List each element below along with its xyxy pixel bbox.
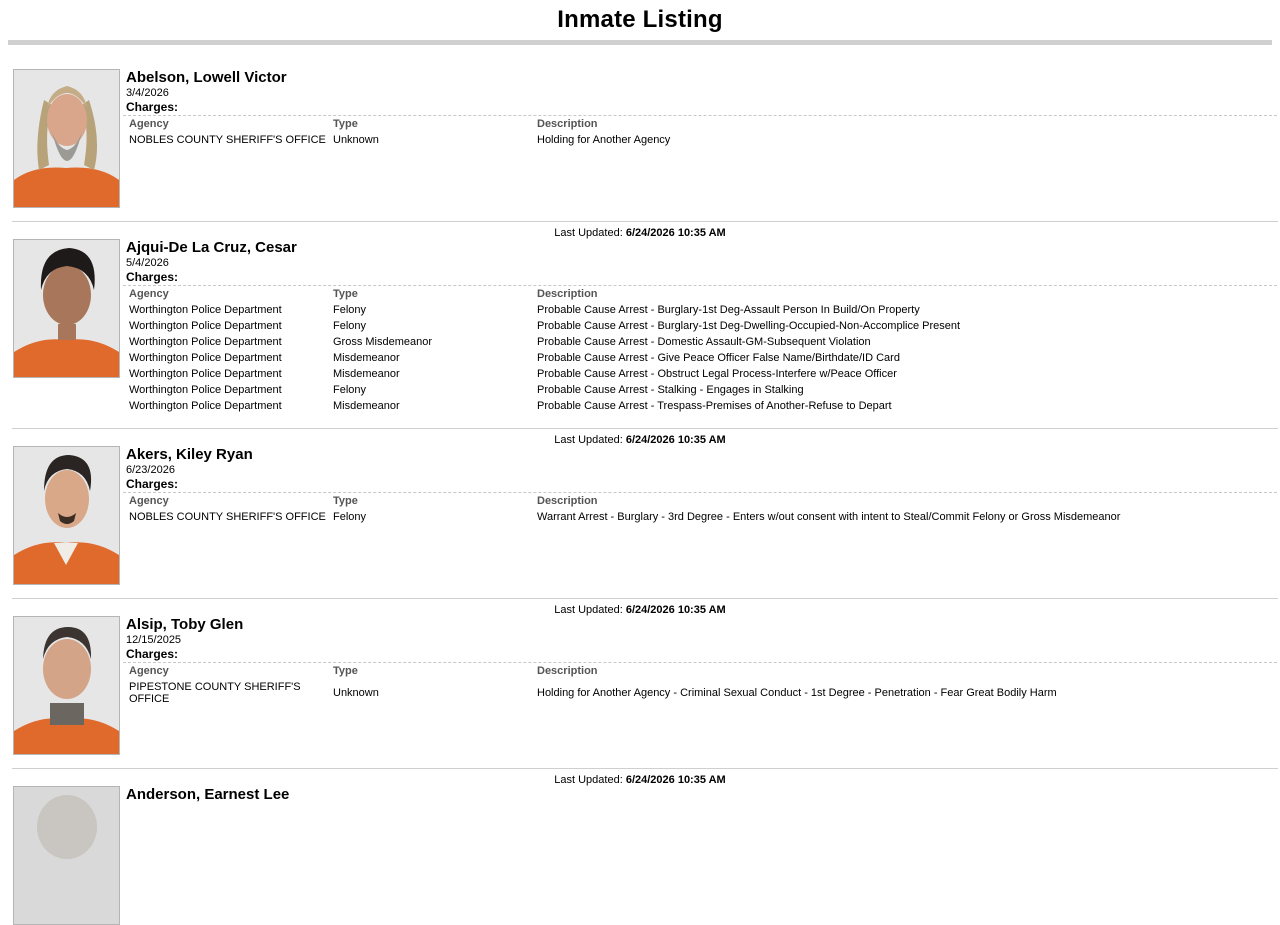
charge-description: Probable Cause Arrest - Burglary-1st Deg-Dwelling-Occupied-Non-Accomplice Present: [537, 320, 961, 332]
charge-type: Misdemeanor: [333, 352, 400, 364]
agency-header: Agency: [129, 118, 169, 130]
charge-type: Felony: [333, 511, 367, 523]
charges-table: [123, 662, 1277, 705]
charge-row: [123, 350, 1277, 366]
agency-header: Agency: [129, 288, 169, 300]
type-header: Type: [333, 495, 358, 507]
title-divider: [8, 40, 1272, 45]
charge-agency: Worthington Police Department: [129, 384, 282, 396]
charges-label: Charges:: [126, 100, 179, 114]
charge-agency: PIPESTONE COUNTY SHERIFF'S OFFICE: [129, 681, 301, 705]
mugshot-photo[interactable]: [13, 786, 120, 925]
record-divider: [12, 221, 1278, 222]
charges-header-row: [123, 493, 1277, 509]
charge-description: Probable Cause Arrest - Domestic Assault-GM-Subsequent Violation: [537, 336, 871, 348]
charges-label: Charges:: [126, 270, 179, 284]
last-updated-label: Last Updated:: [554, 434, 623, 446]
charges-label: Charges:: [126, 477, 179, 491]
mugshot-photo[interactable]: [13, 446, 120, 585]
charge-agency: NOBLES COUNTY SHERIFF'S OFFICE: [129, 511, 326, 523]
last-updated: [0, 227, 1280, 239]
last-updated-value: 6/24/2026 10:35 AM: [625, 227, 726, 239]
booking-date: 5/4/2026: [126, 257, 169, 269]
record-divider: [12, 428, 1278, 429]
charge-row: [123, 302, 1277, 318]
record-divider: [12, 768, 1278, 769]
description-header: Description: [537, 495, 598, 507]
description-header: Description: [537, 665, 598, 677]
charges-table: [123, 115, 1277, 148]
inmate-name[interactable]: Anderson, Earnest Lee: [126, 786, 290, 803]
charge-agency: Worthington Police Department: [129, 400, 282, 412]
charge-agency: Worthington Police Department: [129, 352, 282, 364]
charge-row: [123, 509, 1277, 525]
charge-agency: Worthington Police Department: [129, 320, 282, 332]
charge-row: [123, 398, 1277, 414]
charges-table: [123, 285, 1277, 414]
charge-agency: Worthington Police Department: [129, 368, 282, 380]
inmate-name[interactable]: Alsip, Toby Glen: [126, 616, 244, 633]
description-header: Description: [537, 118, 598, 130]
charge-type: Unknown: [333, 134, 379, 146]
mugshot-photo[interactable]: [13, 616, 120, 755]
charges-header-row: [123, 116, 1277, 132]
charge-description: Holding for Another Agency - Criminal Sexual Conduct - 1st Degree - Penetration - Fear Great Bodily Harm: [537, 687, 1057, 699]
charge-type: Felony: [333, 320, 367, 332]
charge-row: [123, 334, 1277, 350]
charges-table: [123, 492, 1277, 525]
last-updated-label: Last Updated:: [554, 774, 623, 786]
charge-agency: Worthington Police Department: [129, 336, 282, 348]
charge-row: [123, 132, 1277, 148]
inmate-name[interactable]: Akers, Kiley Ryan: [126, 446, 253, 463]
description-header: Description: [537, 288, 598, 300]
charges-label: Charges:: [126, 647, 179, 661]
mugshot-photo[interactable]: [13, 69, 120, 208]
booking-date: 3/4/2026: [126, 87, 169, 99]
charges-header-row: [123, 286, 1277, 302]
charge-row: [123, 318, 1277, 334]
inmate-name[interactable]: Abelson, Lowell Victor: [126, 69, 287, 86]
booking-date: 12/15/2025: [126, 634, 182, 646]
charge-description: Warrant Arrest - Burglary - 3rd Degree - Enters w/out consent with intent to Steal/Commit Felony or Gross Misdemeanor: [537, 511, 1121, 523]
charge-row: [123, 382, 1277, 398]
charge-agency: NOBLES COUNTY SHERIFF'S OFFICE: [129, 134, 326, 146]
page-title: Inmate Listing: [557, 6, 723, 33]
last-updated: [0, 774, 1280, 786]
last-updated-label: Last Updated:: [554, 227, 623, 239]
charge-type: Misdemeanor: [333, 368, 400, 380]
charge-description: Holding for Another Agency: [537, 134, 671, 146]
last-updated: [0, 604, 1280, 616]
last-updated-value: 6/24/2026 10:35 AM: [625, 434, 726, 446]
charge-description: Probable Cause Arrest - Burglary-1st Deg-Assault Person In Build/On Property: [537, 304, 920, 316]
charge-row: [123, 679, 1277, 705]
type-header: Type: [333, 118, 358, 130]
charge-description: Probable Cause Arrest - Give Peace Officer False Name/Birthdate/ID Card: [537, 352, 900, 364]
charge-description: Probable Cause Arrest - Obstruct Legal Process-Interfere w/Peace Officer: [537, 368, 897, 380]
charge-description: Probable Cause Arrest - Trespass-Premises of Another-Refuse to Depart: [537, 400, 892, 412]
type-header: Type: [333, 288, 358, 300]
last-updated-value: 6/24/2026 10:35 AM: [625, 774, 726, 786]
last-updated-label: Last Updated:: [554, 604, 623, 616]
charge-type: Gross Misdemeanor: [333, 336, 433, 348]
charge-type: Unknown: [333, 687, 379, 699]
last-updated: [0, 434, 1280, 446]
last-updated-value: 6/24/2026 10:35 AM: [625, 604, 726, 616]
charges-header-row: [123, 663, 1277, 679]
agency-header: Agency: [129, 665, 169, 677]
charge-type: Misdemeanor: [333, 400, 400, 412]
booking-date: 6/23/2026: [126, 464, 175, 476]
charge-agency: Worthington Police Department: [129, 304, 282, 316]
charge-row: [123, 366, 1277, 382]
mugshot-photo[interactable]: [13, 239, 120, 378]
charge-description: Probable Cause Arrest - Stalking - Engages in Stalking: [537, 384, 804, 396]
charge-type: Felony: [333, 304, 367, 316]
record-divider: [12, 598, 1278, 599]
charge-type: Felony: [333, 384, 367, 396]
type-header: Type: [333, 665, 358, 677]
inmate-name[interactable]: Ajqui-De La Cruz, Cesar: [126, 239, 297, 256]
agency-header: Agency: [129, 495, 169, 507]
